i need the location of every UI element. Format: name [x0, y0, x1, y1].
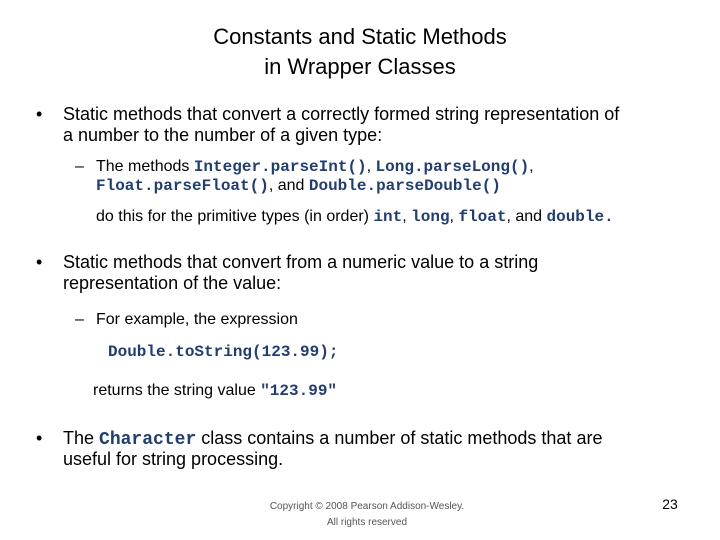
bullet-1-line-1: Static methods that convert a correctly formed string representation of [63, 104, 620, 124]
bullet-3-line-2: useful for string processing. [63, 449, 284, 469]
code-example [108, 342, 338, 362]
text-run: The methods [96, 158, 194, 175]
text-run: , [402, 208, 412, 225]
dash-marker: – [75, 158, 84, 175]
text-run: , and [506, 208, 547, 225]
bullet-2-returns [93, 381, 337, 401]
copyright-footer [252, 499, 482, 531]
text-run: , [529, 158, 534, 175]
text-run: The [63, 428, 100, 448]
bullet-2-line-1: Static methods that convert from a numeric value to a string [63, 252, 539, 272]
code-int: int [373, 208, 403, 226]
text-run: returns the string value [93, 382, 261, 399]
bullet-2-line-2: representation of the value: [63, 273, 282, 293]
bullet-3-line-1 [63, 428, 602, 451]
code-float-parsefloat: Float.parseFloat() [96, 177, 269, 195]
slide-title [0, 22, 720, 82]
code-double-parsedouble: Double.parseDouble() [308, 177, 501, 195]
bullet-marker: • [36, 252, 43, 272]
bullet-1-sub-line-1 [96, 157, 534, 177]
bullet-1-tail [96, 207, 614, 227]
code-long: long [411, 208, 450, 226]
text-run: do this for the primitive types (in order) [96, 208, 374, 225]
text-run: , and [268, 177, 309, 194]
text-run: class contains a number of static methods that are [196, 428, 603, 448]
code-long-parselong: Long.parseLong() [375, 158, 530, 176]
dash-marker: – [75, 311, 84, 328]
code-character: Character [99, 430, 197, 450]
bullet-1-line-2: a number to the number of a given type: [63, 125, 383, 145]
code-float: float [458, 208, 507, 226]
page-number: 23 [662, 496, 678, 512]
bullet-2-sub: For example, the expression [96, 311, 298, 328]
bullet-marker: • [36, 104, 43, 124]
bullet-1-sub-line-2 [96, 176, 501, 196]
text-run: , [449, 208, 459, 225]
code-integer-parseint: Integer.parseInt() [193, 158, 367, 176]
copyright-line-1: Copyright © 2008 Pearson Addison-Wesley. [269, 501, 465, 512]
code-string-value: "123.99" [260, 382, 338, 400]
slide-title-line-2: in Wrapper Classes [264, 54, 456, 79]
bullet-marker: • [36, 428, 43, 448]
copyright-line-2: All rights reserved [326, 517, 408, 528]
text-run: , [366, 158, 376, 175]
code-double-tostring: Double.toString(123.99); [108, 343, 339, 361]
slide-title-line-1: Constants and Static Methods [213, 24, 507, 49]
code-double: double. [546, 208, 614, 226]
